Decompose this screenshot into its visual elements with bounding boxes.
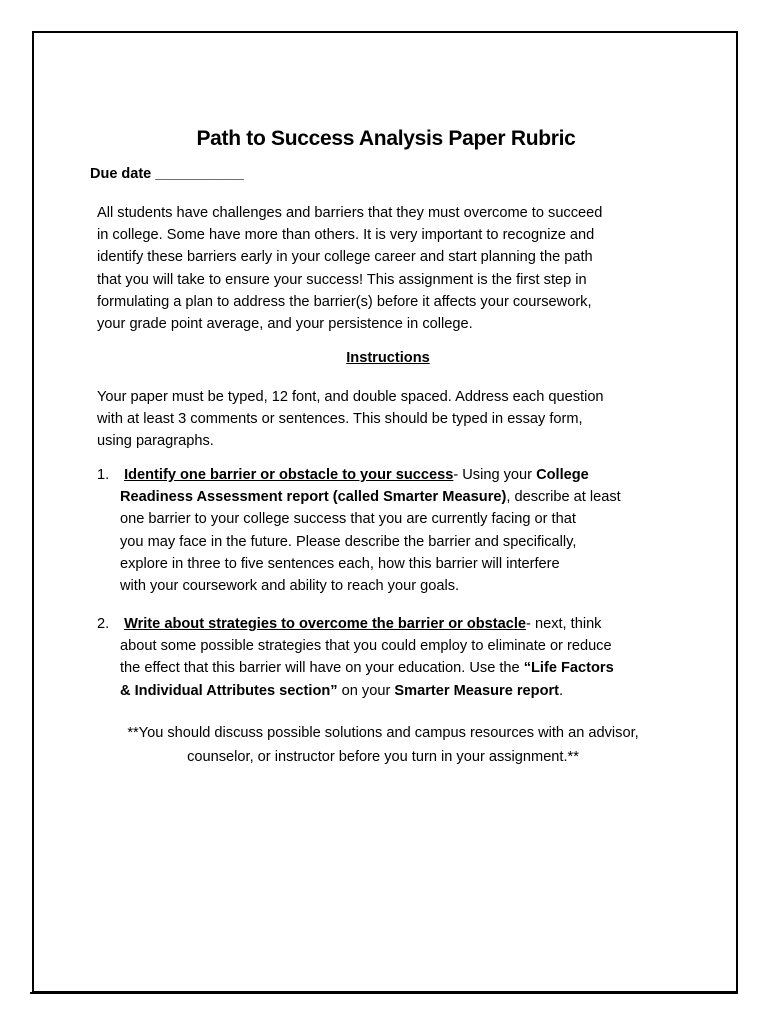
intro-line: in college. Some have more than others. It is very important to recognize and: [97, 227, 595, 244]
closing-note: [0, 721, 766, 769]
page-frame-bottom-edge: [30, 992, 738, 994]
instructions-line: with at least 3 comments or sentences. This should be typed in essay form,: [97, 411, 583, 428]
intro-line: that you will take to ensure your success! This assignment is the first step in: [97, 271, 587, 288]
instructions-paragraph: [97, 386, 604, 453]
note-line: **You should discuss possible solutions and campus resources with an advisor,: [127, 725, 639, 741]
intro-line: identify these barriers early in your college career and start planning the path: [97, 249, 593, 266]
due-date-field: Due date ___________: [90, 166, 244, 182]
item-heading: Identify one barrier or obstacle to your success: [124, 467, 454, 483]
intro-line: All students have challenges and barriers that they must overcome to succeed: [97, 205, 603, 221]
list-item-content: Identify one barrier or obstacle to your success- Using your College Readiness Assessment report (called Smarter Measure), describe at least one barrier to your college success that you are currently facing or that you may face in the future. Please describe the barrier and specifically, explore in three to five sentences each, how this barrier will interfere with your coursework and ability to reach your goals.: [120, 467, 621, 595]
instructions-heading: Instructions: [346, 350, 430, 366]
item-heading: Write about strategies to overcome the barrier or obstacle: [124, 616, 527, 632]
instructions-line: using paragraphs.: [97, 433, 214, 450]
list-number: 1.: [97, 467, 110, 483]
instructions-line: Your paper must be typed, 12 font, and double spaced. Address each question: [97, 389, 604, 405]
intro-line: formulating a plan to address the barrier(s) before it affects your coursework,: [97, 293, 592, 310]
note-line: counselor, or instructor before you turn in your assignment.**: [187, 749, 579, 765]
list-number: 2.: [97, 616, 110, 632]
document-title: Path to Success Analysis Paper Rubric: [196, 127, 576, 150]
intro-line: your grade point average, and your persistence in college.: [97, 316, 473, 333]
list-item-content: Write about strategies to overcome the barrier or obstacle- next, think about some possible strategies that you could employ to eliminate or reduce the effect that this barrier will have on your education. Use the “Life Factors & Individual Attributes section” on your Smarter Measure report.: [120, 616, 614, 699]
intro-paragraph: [97, 202, 602, 335]
